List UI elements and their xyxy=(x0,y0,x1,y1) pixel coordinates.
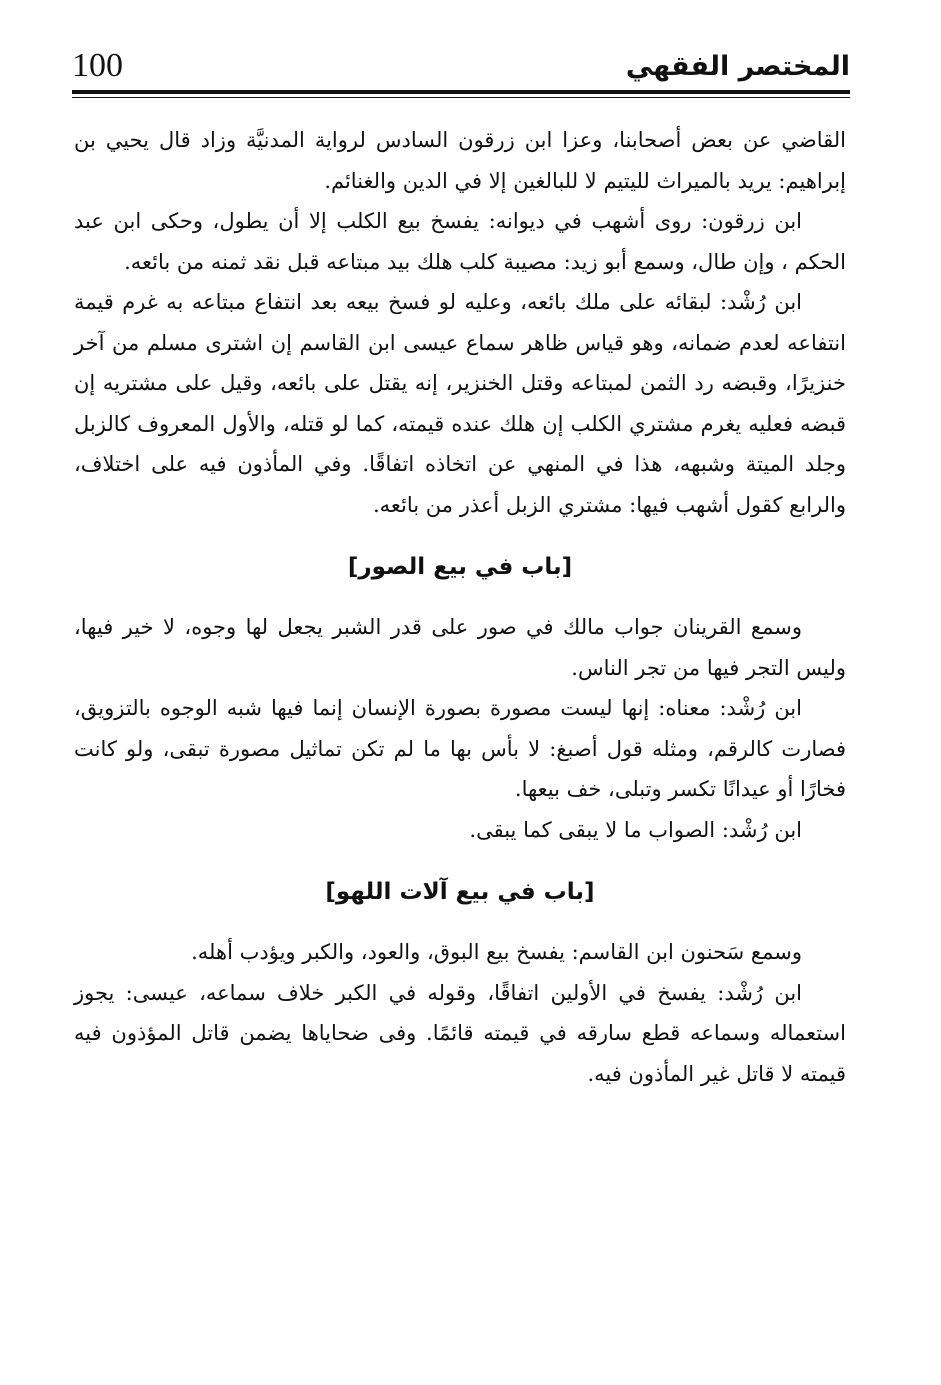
main-text xyxy=(74,120,846,1094)
header-rule-thick xyxy=(72,90,850,94)
paragraph: ابن رُشْد: لبقائه على ملك بائعه، وعليه لو فسخ بيعه بعد انتفاع مبتاعه به غرم قيمة انتفاعه لعدم ضمانه، وهو قياس ظاهر سماع عيسى ابن القاسم إن اشترى مسلم من آخر خنزيرًا، وقبضه رد الثمن لمبتاعه وقتل الخنزير، إنه يقتل على بائعه، وقيل على مشتريه إن قبضه فعليه يغرم مشتري الكلب إن هلك عنده قيمته، كما لو قتله، والأول المعروف كالزبل وجلد الميتة وشبهه، هذا في المنهي عن اتخاذه اتفاقًا. وفي المأذون فيه على اختلاف، والرابع كقول أشهب فيها: مشتري الزبل أعذر من بائعه. xyxy=(74,290,846,517)
header-rule-thin xyxy=(72,97,850,98)
section-heading-images: [باب في بيع الصور] xyxy=(347,554,573,580)
paragraph: ابن رُشْد: معناه: إنها ليست مصورة بصورة الإنسان إنما فيها شبه الوجوه بالتزويق، فصارت كالرقم، ومثله قول أصبغ: لا بأس بها ما لم تكن تماثيل مصورة تبقى، ولو كانت فخارًا أو عيدانًا تكسر وتبلى، خف بيعها. xyxy=(74,696,846,801)
section-heading-instruments: [باب في بيع آلات اللهو] xyxy=(325,879,595,905)
paragraph: ابن رُشْد: يفسخ في الأولين اتفاقًا، وقوله في الكبر خلاف سماعه، عيسى: يجوز استعماله وسماعه قطع سارقه في قيمته قائمًا. وفى ضحاياها يضمن قاتل المؤذون فيه قيمته لا قاتل غير المأذون فيه. xyxy=(74,980,846,1086)
running-title: المختصر الفقهي xyxy=(625,51,850,82)
paragraph: ابن رُشْد: الصواب ما لا يبقى كما يبقى. xyxy=(469,817,802,842)
page-header xyxy=(72,44,850,92)
paragraph: وسمع سَحنون ابن القاسم: يفسخ بيع البوق، والعود، والكبر ويؤدب أهله. xyxy=(191,940,802,964)
page-number: 100 xyxy=(72,47,123,84)
paragraph: ابن زرقون: روى أشهب في ديوانه: يفسخ بيع الكلب إلا أن يطول، وحكى ابن عبد الحكم ، وإن طال، وسمع أبو زيد: مصيبة كلب هلك بيد مبتاعه قبل نقد ثمنه من بائعه. xyxy=(74,209,846,274)
paragraph: وسمع القرينان جواب مالك في صور على قدر الشبر يجعل لها وجوه، لا خير فيها، وليس التجر فيها من تجر الناس. xyxy=(74,615,846,680)
paragraph: القاضي عن بعض أصحابنا، وعزا ابن زرقون السادس لرواية المدنيَّة وزاد قال يحيي بن إبراهيم: يريد بالميراث لليتيم لا للبالغين إلا في الدين والغنائم. xyxy=(74,128,846,193)
